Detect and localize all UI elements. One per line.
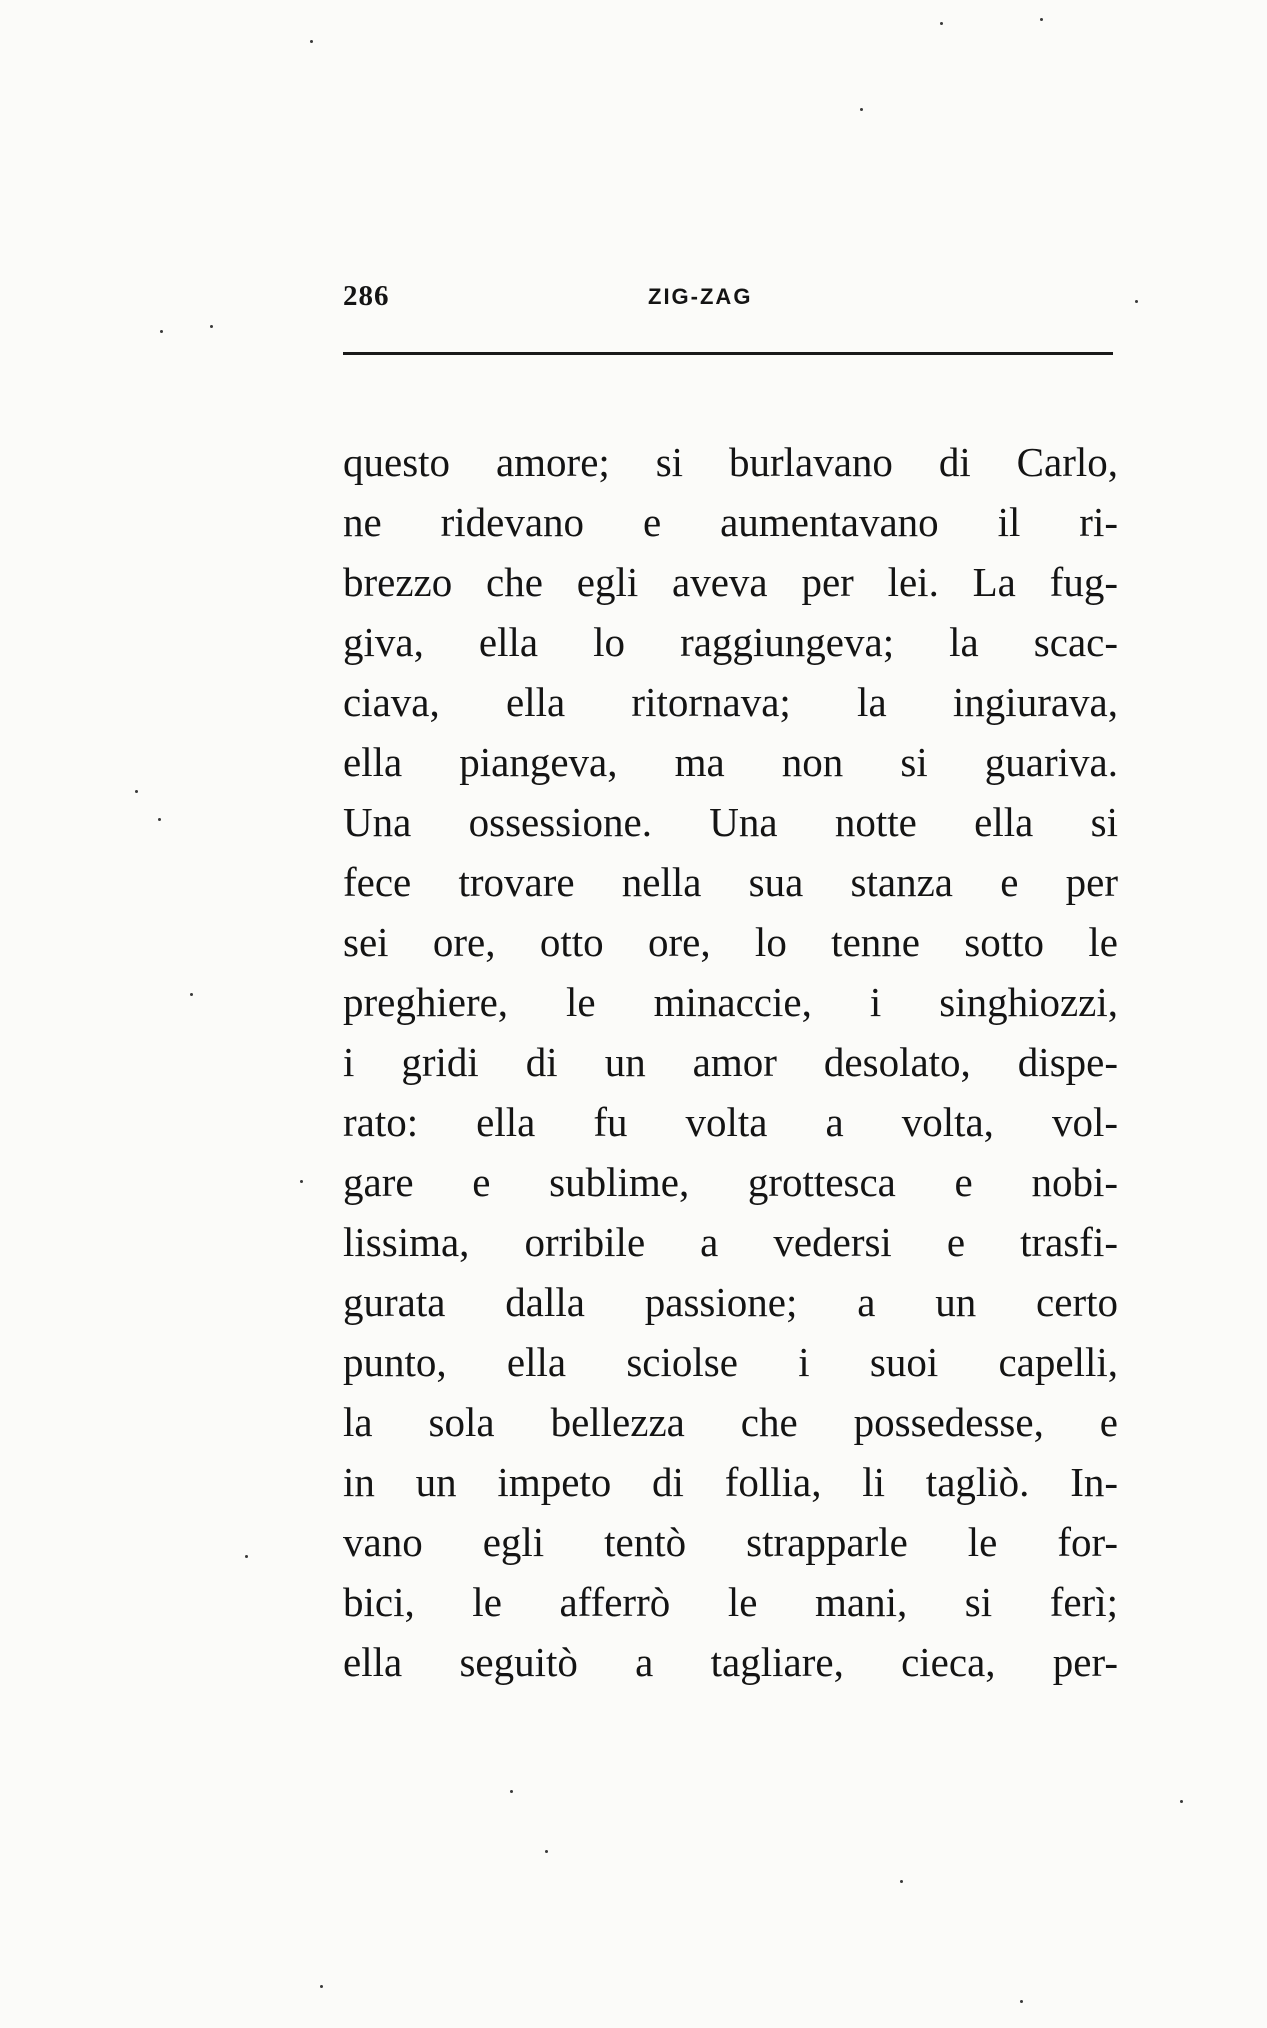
text-line: fece trovare nella sua stanza e per [343, 859, 1118, 905]
scan-speck [545, 1850, 548, 1853]
text-line: brezzo che egli aveva per lei. La fug- [343, 559, 1118, 605]
body-paragraph [343, 432, 1118, 1692]
text-line: ne ridevano e aumentavano il ri- [343, 499, 1118, 545]
text-line: bici, le afferrò le mani, si ferì; [343, 1579, 1118, 1625]
scan-speck [210, 325, 213, 328]
text-line: preghiere, le minaccie, i singhiozzi, [343, 979, 1118, 1025]
text-line: giva, ella lo raggiungeva; la scac- [343, 619, 1118, 665]
scan-speck [1180, 1800, 1183, 1803]
scan-speck [300, 1180, 303, 1183]
text-line: Una ossessione. Una notte ella si [343, 799, 1118, 845]
text-line: punto, ella sciolse i suoi capelli, [343, 1339, 1118, 1385]
text-line: i gridi di un amor desolato, dispe- [343, 1039, 1118, 1085]
scan-speck [900, 1880, 903, 1883]
scan-speck [1135, 300, 1138, 303]
page-number: 286 [343, 280, 390, 312]
scan-speck [190, 993, 193, 996]
text-line: vano egli tentò strapparle le for- [343, 1519, 1118, 1565]
text-line: gurata dalla passione; a un certo [343, 1279, 1118, 1325]
text-line: ella seguitò a tagliare, cieca, per- [343, 1639, 1118, 1685]
text-line: in un impeto di follia, li tagliò. In- [343, 1459, 1118, 1505]
running-title: ZIG-ZAG [648, 284, 753, 309]
scan-speck [135, 790, 138, 793]
scan-speck [160, 330, 163, 333]
text-line: gare e sublime, grottesca e nobi- [343, 1159, 1118, 1205]
scan-speck [310, 40, 313, 43]
scan-speck [1020, 2000, 1023, 2003]
scan-speck [940, 22, 943, 25]
scan-speck [1040, 18, 1043, 21]
header-rule [343, 352, 1113, 355]
scan-speck [245, 1555, 248, 1558]
scan-speck [860, 108, 863, 111]
scan-speck [320, 1985, 323, 1988]
text-line: lissima, orribile a vedersi e trasfi- [343, 1219, 1118, 1265]
scan-speck [158, 818, 161, 821]
text-line: sei ore, otto ore, lo tenne sotto le [343, 919, 1118, 965]
running-head [343, 280, 1113, 320]
scan-speck [510, 1790, 513, 1793]
text-line: rato: ella fu volta a volta, vol- [343, 1099, 1118, 1145]
text-line: questo amore; si burlavano di Carlo, [343, 439, 1118, 485]
text-line: la sola bellezza che possedesse, e [343, 1399, 1118, 1445]
text-line: ciava, ella ritornava; la ingiurava, [343, 679, 1118, 725]
text-line: ella piangeva, ma non si guariva. [343, 739, 1118, 785]
